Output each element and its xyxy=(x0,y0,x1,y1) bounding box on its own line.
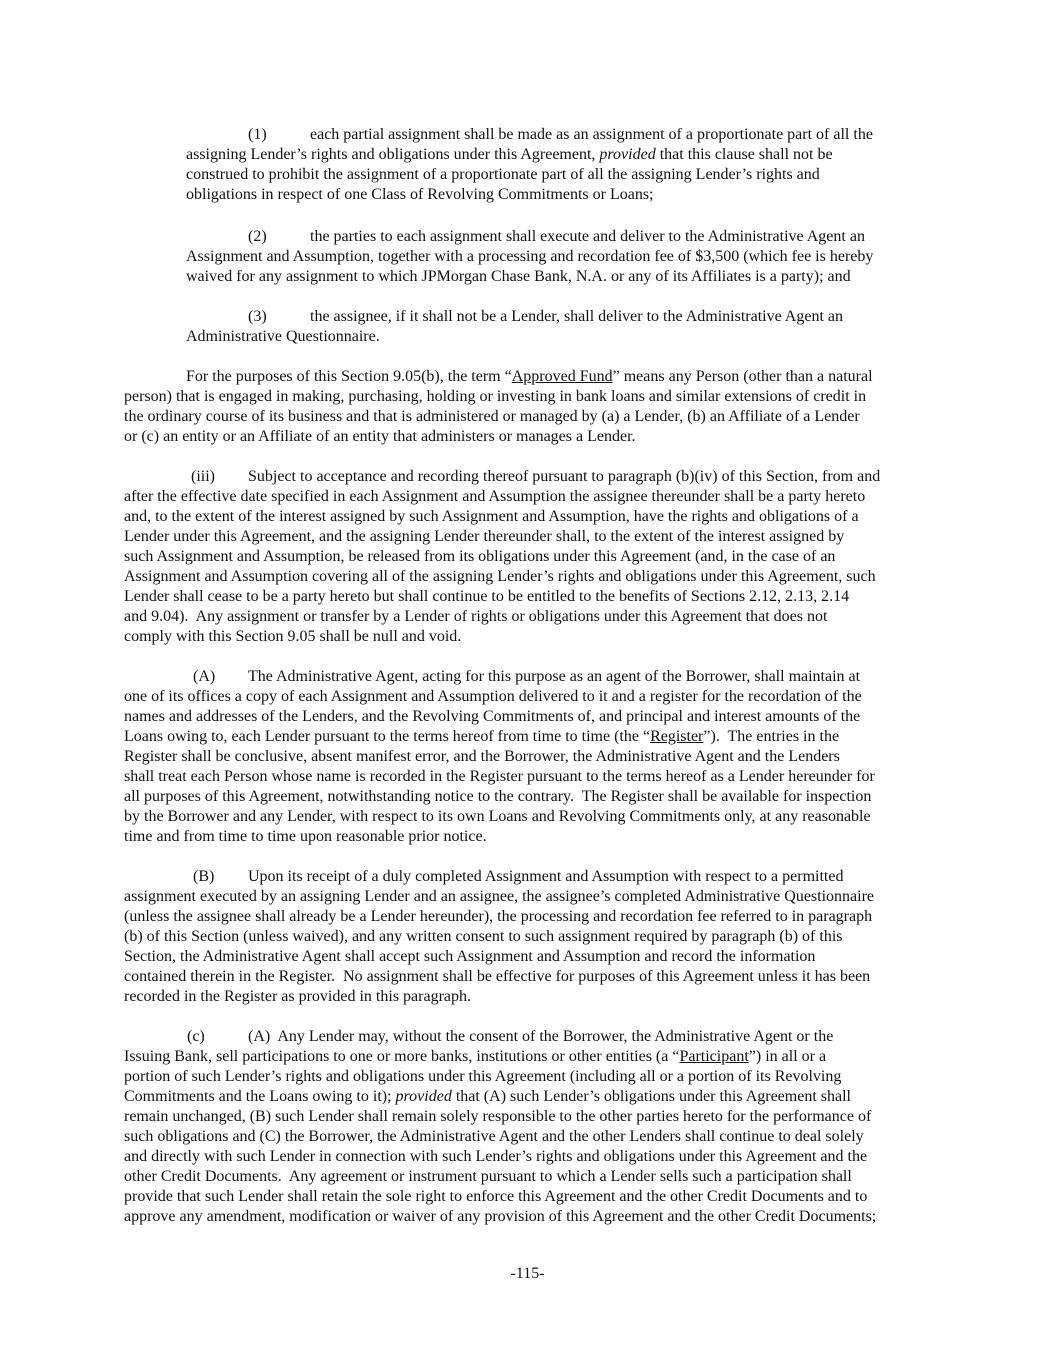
clause-text-line: Register shall be conclusive, absent manifest error, and the Borrower, the Administrative Agent and the Lenders xyxy=(124,748,840,765)
clause-text-line: and directly with such Lender in connection with such Lender’s rights and obligations under this Agreement and the xyxy=(124,1148,868,1165)
clause-text-line: assignment executed by an assigning Lender and an assignee, the assignee’s completed Administrative Questionnaire xyxy=(124,888,875,905)
clause-text-line: obligations in respect of one Class of Revolving Commitments or Loans; xyxy=(186,186,654,203)
clause-text-line: Lender under this Agreement, and the assigning Lender thereunder shall, to the extent of the interest assigned by xyxy=(124,528,845,545)
clause-text-line: each partial assignment shall be made as an assignment of a proportionate part of all the xyxy=(310,126,873,143)
clause-text-line: (b) of this Section (unless waived), and any written consent to such assignment required by paragraph (b) of this xyxy=(124,928,843,945)
clause-text-line: other Credit Documents. Any agreement or instrument pursuant to which a Lender sells such a participation shall xyxy=(124,1168,852,1185)
clause-text-line: such obligations and (C) the Borrower, the Administrative Agent and the other Lenders shall continue to deal solely xyxy=(124,1128,864,1145)
clause-text-line: such Assignment and Assumption, be released from its obligations under this Agreement (and, in the case of an xyxy=(124,548,836,565)
clause-text-line: Upon its receipt of a duly completed Assignment and Assumption with respect to a permitted xyxy=(248,868,844,885)
text-run: For the purposes of this Section 9.05(b), the term “ xyxy=(186,368,512,385)
clause-text-line: by the Borrower and any Lender, with respect to its own Loans and Revolving Commitments only, at any reasonable xyxy=(124,808,871,825)
italic-term: provided xyxy=(599,146,656,163)
paragraph-text-line: person) that is engaged in making, purchasing, holding or investing in bank loans and similar extensions of credit in xyxy=(124,388,867,405)
clause-text-line: shall treat each Person whose name is recorded in the Register pursuant to the terms hereof as a Lender hereunder for xyxy=(124,768,875,785)
clause-text-line xyxy=(124,1047,826,1067)
clause-text-line: and 9.04). Any assignment or transfer by a Lender of rights or obligations under this Agreement that does not xyxy=(124,608,828,625)
clause-number: (B) xyxy=(193,868,215,885)
clause-text-line: remain unchanged, (B) such Lender shall remain solely responsible to the other parties hereto for the performance of xyxy=(124,1108,872,1125)
clause-text-line xyxy=(124,1087,851,1107)
clause-text-line: portion of such Lender’s rights and obligations under this Agreement (including all or a portion of its Revolving xyxy=(124,1068,842,1085)
clause-text-line: recorded in the Register as provided in this paragraph. xyxy=(124,988,471,1005)
clause-text-line: provide that such Lender shall retain the sole right to enforce this Agreement and the other Credit Documents and to xyxy=(124,1188,868,1205)
text-run: Issuing Bank, sell participations to one or more banks, institutions or other entities (a “ xyxy=(124,1048,680,1065)
clause-text-line: after the effective date specified in each Assignment and Assumption the assignee thereunder shall be a party hereto xyxy=(124,488,866,505)
clause-number: (iii) xyxy=(191,468,215,485)
clause-text-line: the parties to each assignment shall execute and deliver to the Administrative Agent an xyxy=(310,228,865,245)
clause-text-line: all purposes of this Agreement, notwithstanding notice to the contrary. The Register shall be available for inspection xyxy=(124,788,872,805)
clause-text-line: the assignee, if it shall not be a Lender, shall deliver to the Administrative Agent an xyxy=(310,308,843,325)
paragraph-text-line: or (c) an entity or an Affiliate of an entity that administers or manages a Lender. xyxy=(124,428,636,445)
clause-number: (A) xyxy=(193,668,216,685)
clause-text-line: waived for any assignment to which JPMorgan Chase Bank, N.A. or any of its Affiliates is a party); and xyxy=(186,268,851,285)
clause-text-line: The Administrative Agent, acting for this purpose as an agent of the Borrower, shall maintain at xyxy=(248,668,861,685)
clause-text-line: names and addresses of the Lenders, and the Revolving Commitments of, and principal and interest amounts of the xyxy=(124,708,861,725)
defined-term: Participant xyxy=(679,1048,749,1065)
clause-text-line: one of its offices a copy of each Assignment and Assumption delivered to it and a register for the recordation of the xyxy=(124,688,862,705)
text-run: Commitments and the Loans owing to it); xyxy=(124,1088,396,1105)
clause-text-line: contained therein in the Register. No assignment shall be effective for purposes of this Agreement unless it has been xyxy=(124,968,871,985)
clause-text-line xyxy=(186,145,833,165)
clause-text-line: construed to prohibit the assignment of a proportionate part of all the assigning Lender’s rights and xyxy=(186,166,820,183)
clause-text-line: Assignment and Assumption covering all of the assigning Lender’s rights and obligations under this Agreement, such xyxy=(124,568,876,585)
clause-number: (2) xyxy=(248,228,267,245)
clause-text-line: and, to the extent of the interest assigned by such Assignment and Assumption, have the rights and obligations of a xyxy=(124,508,859,525)
clause-text-line: approve any amendment, modification or waiver of any provision of this Agreement and the other Credit Documents; xyxy=(124,1208,877,1225)
clause-number: (1) xyxy=(248,126,267,143)
clause-text-line: Lender shall cease to be a party hereto but shall continue to be entitled to the benefits of Sections 2.12, 2.13, 2.14 xyxy=(124,588,850,605)
clause-text-line: (unless the assignee shall already be a Lender hereunder), the processing and recordation fee referred to in paragraph xyxy=(124,908,873,925)
text-run: that (A) such Lender’s obligations under this Agreement shall xyxy=(451,1088,851,1105)
defined-term: Approved Fund xyxy=(511,368,613,385)
paragraph-text-line: the ordinary course of its business and that is administered or managed by (a) a Lender, (b) an Affiliate of a Lender xyxy=(124,408,860,425)
clause-text-line: Assignment and Assumption, together with a processing and recordation fee of $3,500 (which fee is hereby xyxy=(186,248,874,265)
page-number: -115- xyxy=(510,1265,545,1282)
clause-text-line: Section, the Administrative Agent shall accept such Assignment and Assumption and record the information xyxy=(124,948,816,965)
italic-term: provided xyxy=(395,1088,452,1105)
text-run: ”) in all or a xyxy=(748,1048,827,1065)
clause-text-line: Subject to acceptance and recording thereof pursuant to paragraph (b)(iv) of this Section, from and xyxy=(248,468,881,485)
text-run: ” means any Person (other than a natural xyxy=(612,368,873,385)
clause-text-line: time and from time to time upon reasonable prior notice. xyxy=(124,828,487,845)
clause-number: (c) xyxy=(187,1028,205,1045)
clause-number: (3) xyxy=(248,308,267,325)
text-run: Loans owing to, each Lender pursuant to the terms hereof from time to time (the “ xyxy=(124,728,651,745)
clause-text-line: (A) Any Lender may, without the consent of the Borrower, the Administrative Agent or the xyxy=(248,1028,834,1045)
text-run: assigning Lender’s rights and obligations under this Agreement, xyxy=(186,146,600,163)
clause-text-line xyxy=(124,727,839,747)
clause-text-line: comply with this Section 9.05 shall be null and void. xyxy=(124,628,462,645)
defined-term: Register xyxy=(650,728,704,745)
text-run: that this clause shall not be xyxy=(655,146,833,163)
text-run: ”). The entries in the xyxy=(703,728,840,745)
paragraph-text-line xyxy=(186,367,873,387)
clause-text-line: Administrative Questionnaire. xyxy=(186,328,380,345)
